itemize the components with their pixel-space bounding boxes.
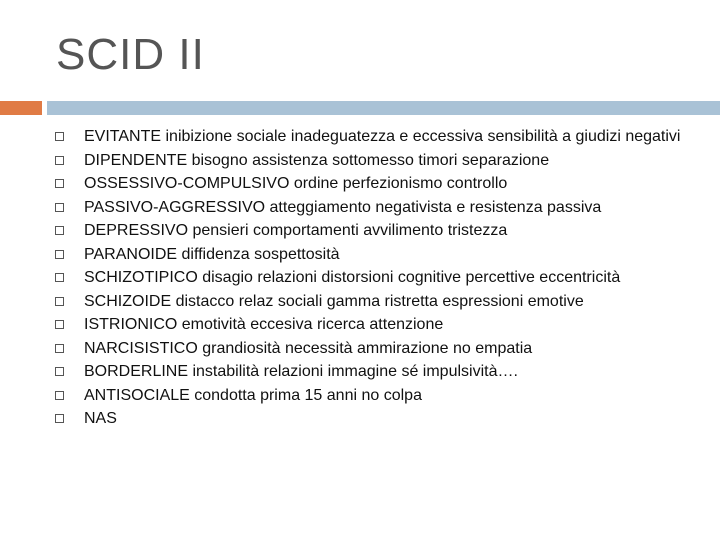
list-item-text: EVITANTE inibizione sociale inadeguatezza e eccessiva sensibilità a giudizi negativi: [84, 128, 681, 145]
list-item: [52, 175, 692, 192]
hollow-square-icon: [55, 179, 64, 188]
list-item: [52, 269, 692, 286]
hollow-square-icon: [55, 297, 64, 306]
hollow-square-icon: [55, 156, 64, 165]
accent-bar: [0, 101, 42, 115]
list-item: [52, 246, 692, 263]
list-item-text: DIPENDENTE bisogno assistenza sottomesso timori separazione: [84, 151, 550, 169]
list-item-text: NARCISISTICO grandiosità necessità ammirazione no empatia: [84, 339, 533, 357]
list-item-text: ISTRIONICO emotività eccesiva ricerca attenzione: [84, 316, 444, 333]
list-item: [52, 316, 692, 333]
list-item-text: SCHIZOIDE distacco relaz sociali gamma ristretta espressioni emotive: [84, 292, 584, 310]
hollow-square-icon: [55, 250, 64, 259]
list-item: [52, 152, 692, 169]
list-item-text: SCHIZOTIPICO disagio relazioni distorsioni cognitive percettive eccentricità: [84, 269, 621, 286]
hollow-square-icon: [55, 226, 64, 235]
list-item-text: ANTISOCIALE condotta prima 15 anni no colpa: [84, 386, 422, 404]
list-item: [52, 293, 692, 310]
hollow-square-icon: [55, 273, 64, 282]
hollow-square-icon: [55, 203, 64, 212]
list-item: [52, 340, 692, 357]
list-item: [52, 222, 692, 239]
slide-title: SCID II: [56, 30, 205, 79]
hollow-square-icon: [55, 344, 64, 353]
list-item-text: PASSIVO-AGGRESSIVO atteggiamento negativista e resistenza passiva: [84, 198, 602, 216]
list-item-text: PARANOIDE diffidenza sospettosità: [84, 245, 340, 263]
hollow-square-icon: [55, 132, 64, 141]
list-item-text: NAS: [84, 410, 117, 427]
header-bar: [47, 101, 720, 115]
list-item: [52, 363, 692, 380]
bullet-list: [52, 128, 692, 434]
list-item-text: BORDERLINE instabilità relazioni immagine sé impulsività….: [84, 363, 518, 380]
hollow-square-icon: [55, 367, 64, 376]
list-item: [52, 128, 692, 145]
list-item: [52, 410, 692, 427]
list-item: [52, 199, 692, 216]
list-item: [52, 387, 692, 404]
hollow-square-icon: [55, 320, 64, 329]
list-item-text: DEPRESSIVO pensieri comportamenti avvilimento tristezza: [84, 222, 508, 239]
hollow-square-icon: [55, 414, 64, 423]
list-item-text: OSSESSIVO-COMPULSIVO ordine perfezionismo controllo: [84, 175, 508, 192]
hollow-square-icon: [55, 391, 64, 400]
